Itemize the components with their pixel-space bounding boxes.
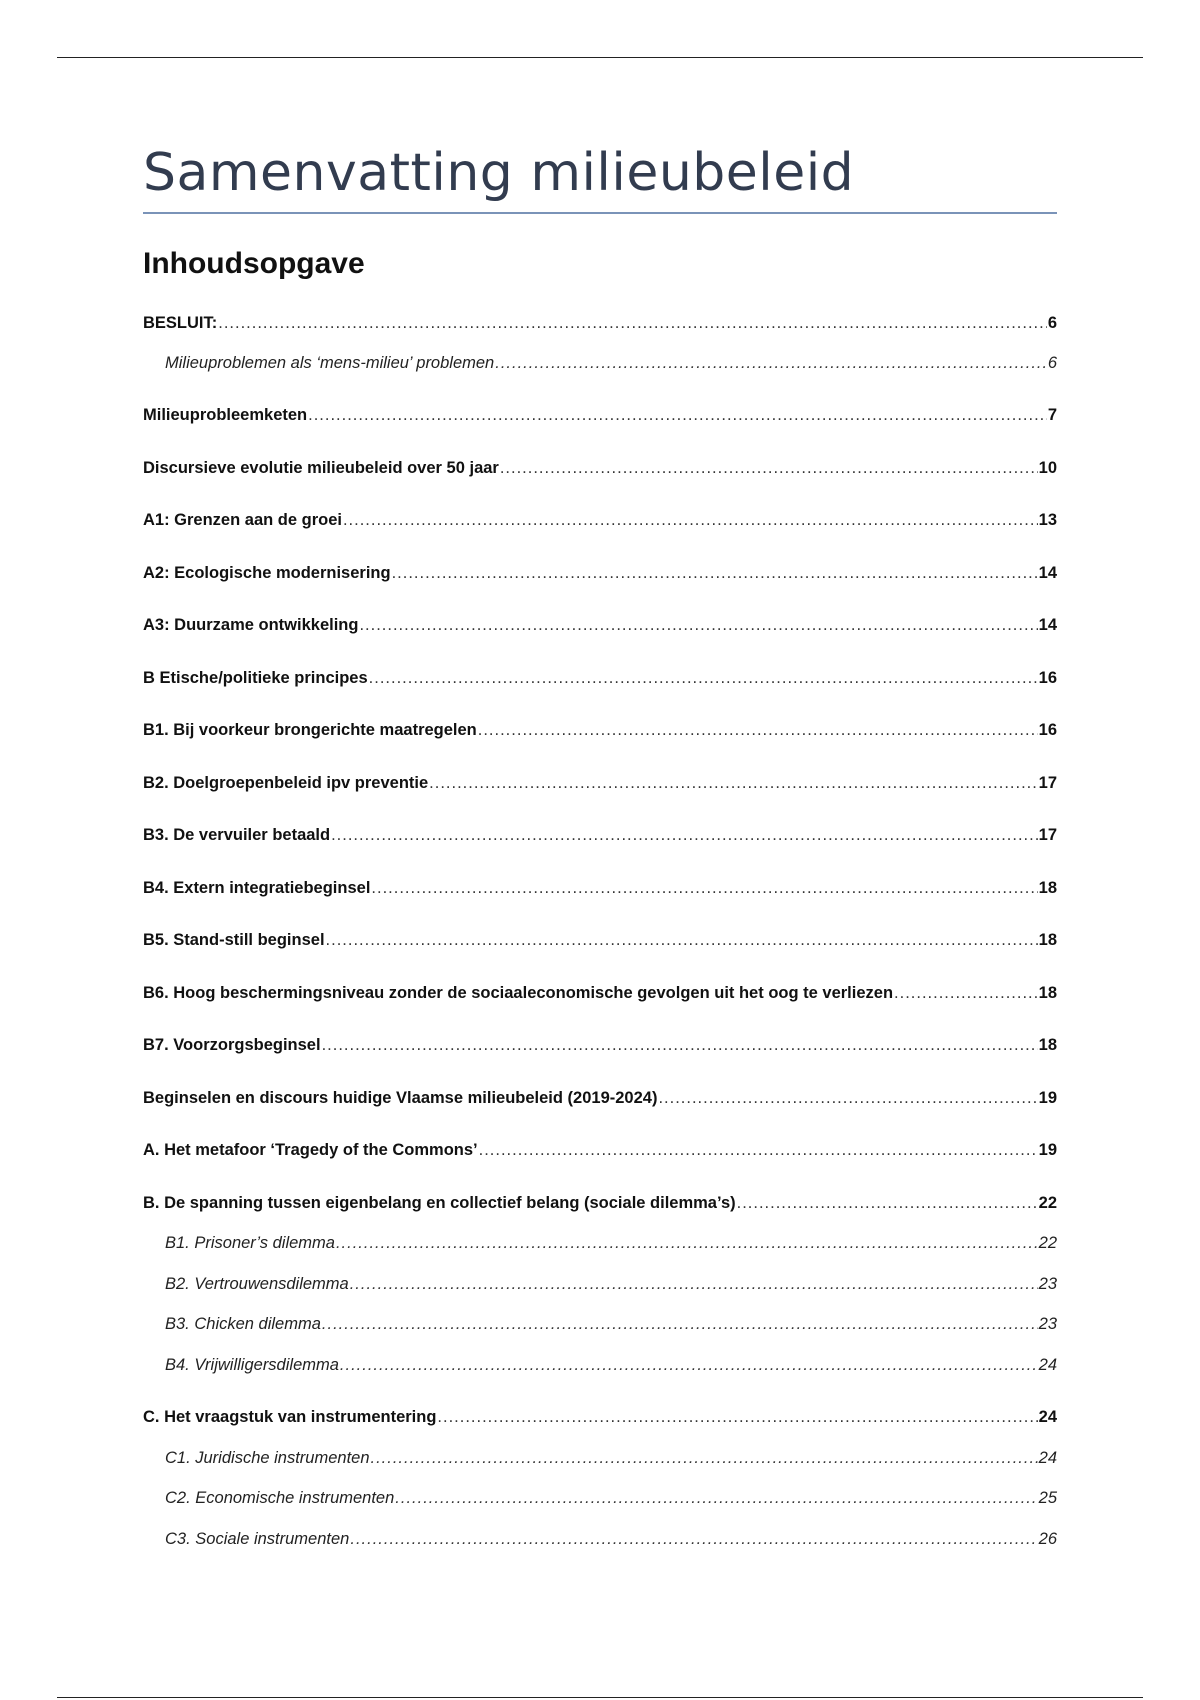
toc-entry-milieuprobleemketen[interactable]: Milieuprobleemketen ..... 7 — [143, 402, 1057, 428]
toc-entry-b7[interactable]: B7. Voorzorgsbeginsel ..... 18 — [143, 1032, 1057, 1058]
toc-entry-b3[interactable]: B3. De vervuiler betaald ..... 17 — [143, 822, 1057, 848]
toc-entry-prisoners-dilemma[interactable]: B1. Prisoner’s dilemma ..... 22 — [165, 1230, 1057, 1256]
toc-entry-besluit[interactable]: BESLUIT: ..... 6 — [143, 310, 1057, 336]
toc-entry-discursieve-evolutie[interactable]: Discursieve evolutie milieubeleid over 50 jaar ..... 10 — [143, 455, 1057, 481]
document-title: Samenvatting milieubeleid — [143, 143, 855, 203]
toc-entry-instrumentering[interactable]: C. Het vraagstuk van instrumentering ..... 24 — [143, 1404, 1057, 1430]
toc-heading: Inhoudsopgave — [143, 247, 365, 280]
toc-entry-a3[interactable]: A3: Duurzame ontwikkeling ..... 14 — [143, 612, 1057, 638]
header-rule — [57, 57, 1143, 58]
toc-entry-vertrouwensdilemma[interactable]: B2. Vertrouwensdilemma ..... 23 — [165, 1271, 1057, 1297]
toc-entry-b6[interactable]: B6. Hoog beschermingsniveau zonder de sociaaleconomische gevolgen uit het oog te verliezen ..... 18 — [143, 980, 1057, 1006]
toc-entry-sociale-dilemmas[interactable]: B. De spanning tussen eigenbelang en collectief belang (sociale dilemma’s) ..... 22 — [143, 1190, 1057, 1216]
footer-rule — [57, 1697, 1143, 1698]
toc-entry-b-principes[interactable]: B Etische/politieke principes ..... 16 — [143, 665, 1057, 691]
toc-entry-tragedy-commons[interactable]: A. Het metafoor ‘Tragedy of the Commons’ ..... 19 — [143, 1137, 1057, 1163]
toc-entry-mens-milieu[interactable]: Milieuproblemen als ‘mens-milieu’ problemen ..... 6 — [165, 350, 1057, 376]
toc-entry-vrijwilligersdilemma[interactable]: B4. Vrijwilligersdilemma ..... 24 — [165, 1352, 1057, 1378]
toc-entry-b5[interactable]: B5. Stand-still beginsel ..... 18 — [143, 927, 1057, 953]
toc-entry-a2[interactable]: A2: Ecologische modernisering ..... 14 — [143, 560, 1057, 586]
toc-entry-a1[interactable]: A1: Grenzen aan de groei ..... 13 — [143, 507, 1057, 533]
toc-entry-chicken-dilemma[interactable]: B3. Chicken dilemma ..... 23 — [165, 1311, 1057, 1337]
toc-entry-juridische-instrumenten[interactable]: C1. Juridische instrumenten ..... 24 — [165, 1445, 1057, 1471]
toc-entry-economische-instrumenten[interactable]: C2. Economische instrumenten ..... 25 — [165, 1485, 1057, 1511]
toc-entry-b1[interactable]: B1. Bij voorkeur brongerichte maatregelen ..... 16 — [143, 717, 1057, 743]
toc-entry-b2[interactable]: B2. Doelgroepenbeleid ipv preventie ..... 17 — [143, 770, 1057, 796]
toc-entry-beginselen-discours[interactable]: Beginselen en discours huidige Vlaamse milieubeleid (2019-2024) ..... 19 — [143, 1085, 1057, 1111]
toc-entry-b4[interactable]: B4. Extern integratiebeginsel ..... 18 — [143, 875, 1057, 901]
title-underline — [143, 212, 1057, 214]
toc-entry-sociale-instrumenten[interactable]: C3. Sociale instrumenten ..... 26 — [165, 1526, 1057, 1552]
